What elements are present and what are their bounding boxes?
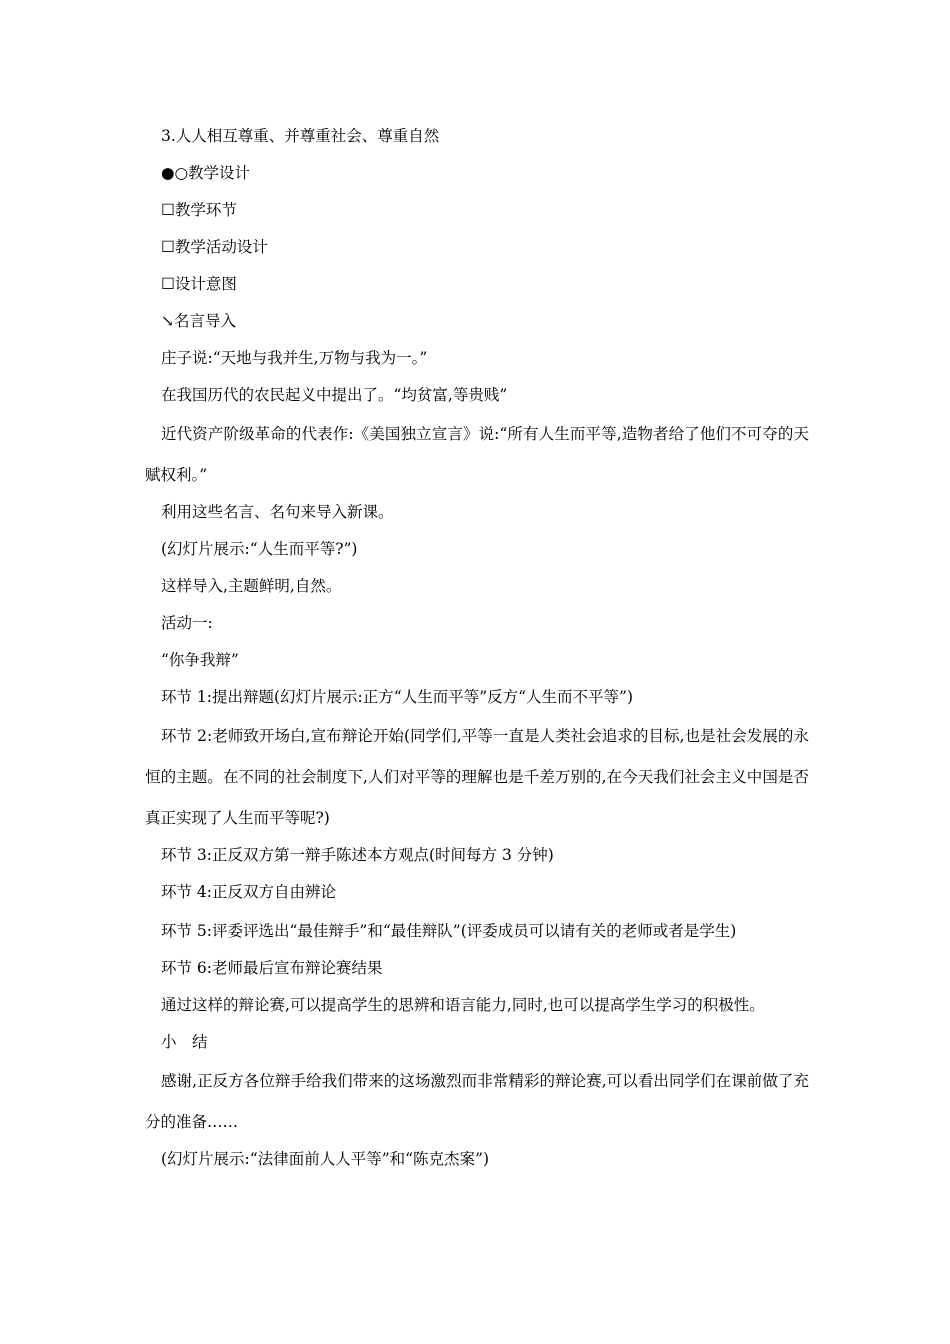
document-body	[145, 118, 809, 1178]
step-1: 环节 1:提出辩题(幻灯片展示:正方“人生而平等”反方“人生而不平等”)	[161, 688, 634, 706]
use-quotes-paragraph: 利用这些名言、名句来导入新课。	[161, 503, 394, 521]
slide-note-1: (幻灯片展示:“人生而平等?”)	[161, 540, 358, 558]
intro-summary: 这样导入,主题鲜明,自然。	[161, 577, 342, 595]
quote-peasant-uprising: 在我国历代的农民起义中提出了。“均贫富,等贵贱”	[161, 386, 508, 404]
intro-title: ↘名言导入	[161, 312, 236, 330]
summary-thanks: 感谢,正反方各位辩手给我们带来的这场激烈而非常精彩的辩论赛,可以看出同学们在课前做了充分的准备……	[145, 1072, 809, 1131]
activity-1-label: 活动一:	[161, 614, 213, 632]
slide-note-2: (幻灯片展示:“法律面前人人平等”和“陈克杰案”)	[161, 1150, 490, 1168]
heading-3: 3.人人相互尊重、并尊重社会、尊重自然	[161, 127, 440, 145]
item-steps: ☐教学环节	[161, 201, 237, 219]
summary-title: 小 结	[161, 1033, 208, 1051]
activity-1-name: “你争我辩”	[161, 651, 239, 669]
step-5: 环节 5:评委评选出“最佳辩手”和“最佳辩队”(评委成员可以请有关的老师或者是学生)	[161, 922, 737, 940]
step-4: 环节 4:正反双方自由辨论	[161, 883, 337, 901]
step-3: 环节 3:正反双方第一辩手陈述本方观点(时间每方 3 分钟)	[161, 846, 554, 864]
quote-declaration: 近代资产阶级革命的代表作:《美国独立宣言》说:“所有人生而平等,造物者给了他们不可夺的天赋权利。”	[145, 425, 809, 484]
debate-benefit: 通过这样的辩论赛,可以提高学生的思辨和语言能力,同时,也可以提高学生学习的积极性。	[161, 996, 765, 1014]
section-design-heading: ●○教学设计	[161, 164, 251, 182]
step-6: 环节 6:老师最后宣布辩论赛结果	[161, 959, 383, 977]
item-intent: ☐设计意图	[161, 275, 237, 293]
item-activity-design: ☐教学活动设计	[161, 238, 268, 256]
quote-zhuangzi: 庄子说:“天地与我并生,万物与我为一。”	[161, 349, 428, 367]
step-2: 环节 2:老师致开场白,宣布辩论开始(同学们,平等一直是人类社会追求的目标,也是社会发展的永恒的主题。在不同的社会制度下,人们对平等的理解也是千差万别的,在今天我们社会主义中国是否真正实现了人生而平等呢?)	[145, 727, 809, 827]
